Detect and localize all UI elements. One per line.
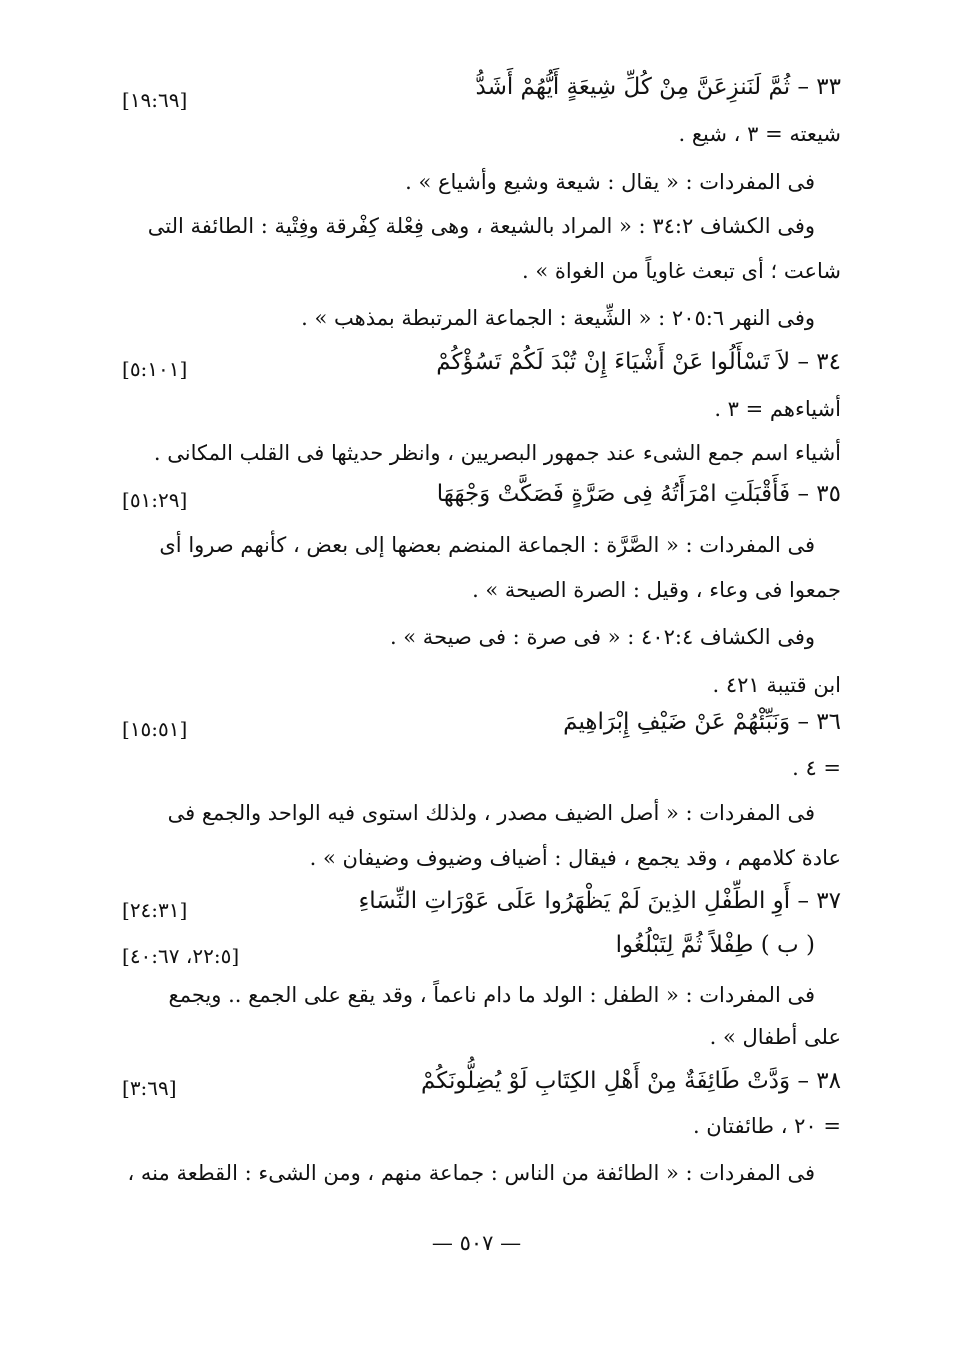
verse-37: ٣٧ – أَوِ الطِّفْلِ الذِينَ لَمْ يَظْهَرُوا عَلَى عَوْرَاتِ النِّسَاءِ xyxy=(358,888,841,914)
verse-37b: ( ب ) طِفْلاً ثُمَّ لِتَبْلُغُوا xyxy=(615,932,815,958)
verse-ref-35: [٥١:٢٩] xyxy=(122,488,188,512)
text-line: أشياءهم = ٣ . xyxy=(714,397,841,421)
text-line: أشياء اسم جمع الشىء عند جمهور البصريين ، وانظر حديثها فى القلب المكانى . xyxy=(153,441,841,465)
page-number: — ٥٠٧ — xyxy=(431,1231,522,1255)
text-line: فى المفردات : « الصَّرَّة : الجماعة المنضم بعضها إلى بعض ، كأنهم صروا أى xyxy=(159,533,815,557)
verse-33: ٣٣ – ثُمَّ لَنَنزِعَنَّ مِنْ كُلِّ شِيعَةٍ أَيُّهُمْ أَشَدُّ xyxy=(475,74,841,100)
text-line: وفى النهر ٢٠٥:٦ : « الشِّيعة : الجماعة المرتبطة بمذهب » . xyxy=(301,306,815,330)
verse-34: ٣٤ – لاَ تَسْأَلُوا عَنْ أَشْيَاءَ إِنْ تُبْدَ لَكُمْ تَسُؤْكُمْ xyxy=(436,349,841,375)
verse-ref-36: [١٥:٥١] xyxy=(122,717,188,741)
text-line: = ٤ . xyxy=(792,756,841,780)
text-line: على أطفال » . xyxy=(709,1025,841,1049)
verse-38: ٣٨ – وَدَّتْ طَائِفَةٌ مِنْ أَهْلِ الكِتَابِ لَوْ يُضِلُّونَكُمْ xyxy=(421,1068,841,1094)
text-line: عادة كلامهم ، وقد يجمع ، فيقال : أضياف وضيوف وضيفان » . xyxy=(309,846,841,870)
text-line: = ٢٠ ، طائفتان . xyxy=(692,1114,841,1138)
text-line: وفى الكشاف ٣٤:٢ : « المراد بالشيعة ، وهى فِعْلة كِفْرقة وفِتْية : الطائفة التى xyxy=(147,214,815,238)
text-line: جمعوا فى وعاء ، وقيل : الصرة الصيحة » . xyxy=(472,578,841,602)
verse-ref-37: [٢٤:٣١] xyxy=(122,898,188,922)
text-line: فى المفردات : « الطفل : الولد ما دام ناعماً ، وقد يقع على الجمع .. ويجمع xyxy=(168,983,815,1007)
verse-35: ٣٥ – فَأَقْبَلَتِ امْرَأَتُهُ فِى صَرَّةٍ فَصَكَّتْ وَجْهَهَا xyxy=(436,481,841,507)
verse-ref-37b: [٢٢:٥، ٤٠:٦٧] xyxy=(122,944,240,968)
text-line: ابن قتيبة ٤٢١ . xyxy=(712,673,841,697)
text-line: فى المفردات : « الطائفة من الناس : جماعة منهم ، ومن الشىء : القطعة منه ، xyxy=(127,1161,815,1185)
text-line: شيعته = ٣ ، شيع . xyxy=(678,122,841,146)
verse-ref-38: [٣:٦٩] xyxy=(122,1076,177,1100)
text-line: فى المفردات : « أصل الضيف مصدر ، ولذلك استوى فيه الواحد والجمع فى xyxy=(167,801,815,825)
verse-ref-34: [٥:١٠١] xyxy=(122,357,188,381)
text-line: فى المفردات : « يقال : شيعة وشيع وأشياع » . xyxy=(405,170,815,194)
text-line: شاعت ؛ أى تبعث غاوياً من الغواة » . xyxy=(522,259,841,283)
verse-36: ٣٦ – وَنَبِّئْهُمْ عَنْ ضَيْفِ إِبْرَاهِيمَ xyxy=(563,709,841,735)
text-line: وفى الكشاف ٤٠٢:٤ : « فى صرة : فى صيحة » . xyxy=(389,625,815,649)
verse-ref-33: [١٩:٦٩] xyxy=(122,88,188,112)
